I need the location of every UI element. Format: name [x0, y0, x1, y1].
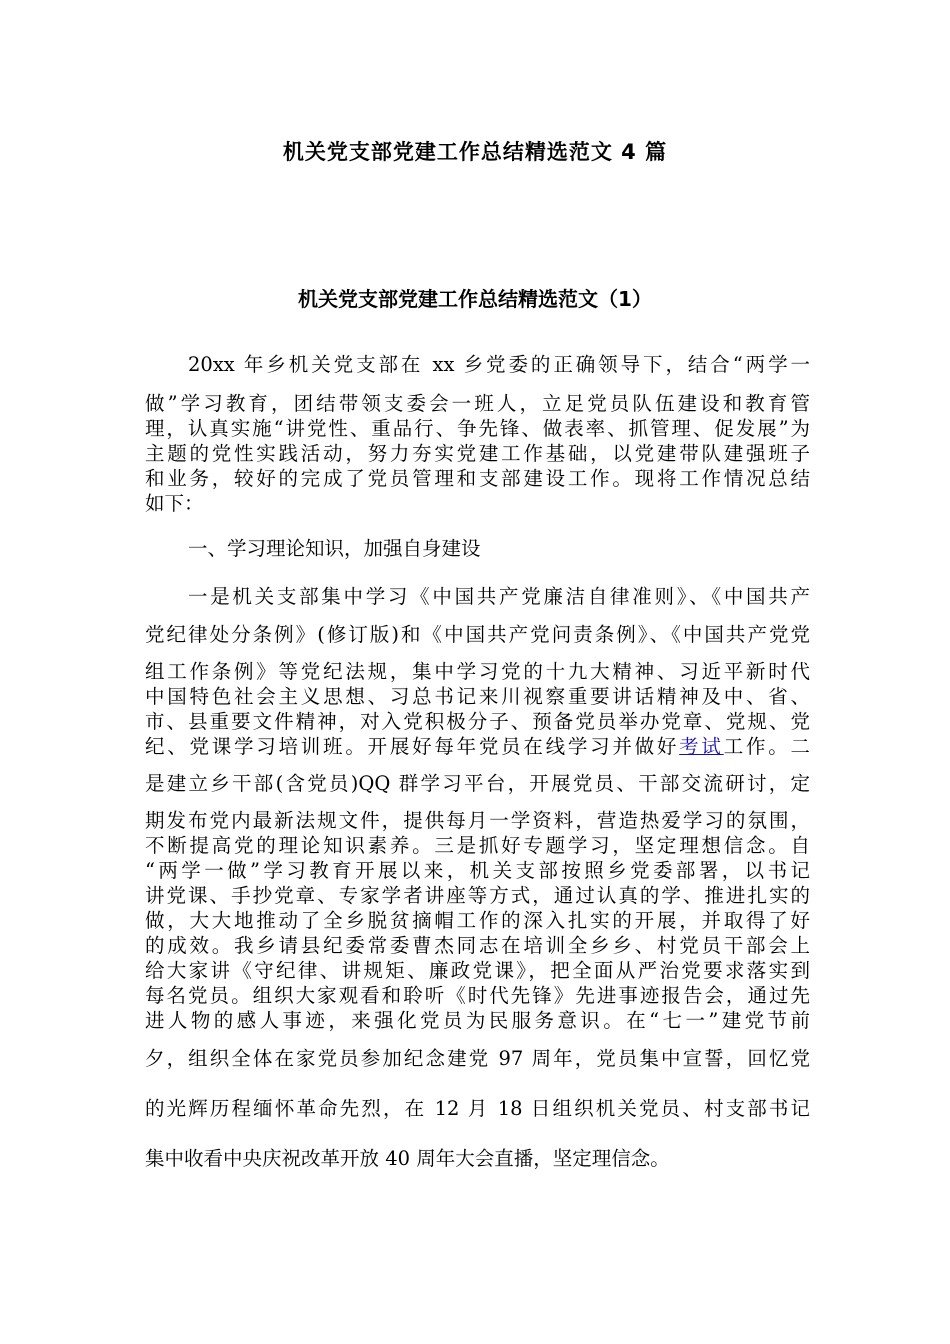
- text-line: 组工作条例》等党纪法规，集中学习党的十九大精神、习近平新时代: [145, 660, 810, 683]
- text-line: 中国特色社会主义思想、习总书记来川视察重要讲话精神及中、省、: [145, 685, 810, 708]
- section-title: 机关党支部党建工作总结精选范文（1）: [298, 287, 652, 311]
- text-segment: 纪、党课学习培训班。开展好每年党员在线学习并做好: [145, 735, 680, 758]
- text-line: 是建立乡干部(含党员)QQ 群学习平台，开展党员、干部交流研讨，定: [145, 772, 810, 795]
- heading-study-theory: 一、学习理论知识，加强自身建设: [188, 537, 481, 560]
- text-line: 做，大大地推动了全乡脱贫摘帽工作的深入扎实的开展，并取得了好: [145, 909, 810, 932]
- text-line: 进人物的感人事迹，来强化党员为民服务意识。在“七一”建党节前: [145, 1009, 810, 1032]
- text-line: 如下：: [145, 492, 204, 515]
- text-line: 每名党员。组织大家观看和聆听《时代先锋》先进事迹报告会，通过先: [145, 984, 810, 1007]
- text-line: 理，认真实施“讲党性、重品行、争先锋、做表率、抓管理、促发展”为: [145, 417, 810, 440]
- text-segment: 工作。二: [723, 735, 810, 758]
- text-line: 期发布党内最新法规文件，提供每月一学资料，营造热爱学习的氛围，: [145, 809, 810, 832]
- text-line: 不断提高党的理论知识素养。三是抓好专题学习，坚定理想信念。自: [145, 834, 810, 857]
- text-line: 给大家讲《守纪律、讲规矩、廉政党课》，把全面从严治党要求落实到: [145, 959, 810, 982]
- text-line: 和业务，较好的完成了党员管理和支部建设工作。现将工作情况总结: [145, 467, 810, 490]
- text-line: 夕，组织全体在家党员参加纪念建党 97 周年，党员集中宣誓，回忆党: [145, 1047, 810, 1070]
- text-line: 一是机关支部集中学习《中国共产党廉洁自律准则》、《中国共产: [188, 585, 810, 608]
- text-line: 的光辉历程缅怀革命先烈，在 12 月 18 日组织机关党员、村支部书记: [145, 1097, 810, 1120]
- text-line: 党纪律处分条例》(修订版)和《中国共产党问责条例》、《中国共产党党: [145, 623, 810, 646]
- text-line: 集中收看中央庆祝改革开放 40 周年大会直播，坚定理信念。: [145, 1147, 670, 1170]
- text-line: 主题的党性实践活动，努力夯实党建工作基础，以党建带队建强班子: [145, 442, 810, 465]
- text-line: “两学一做”学习教育开展以来，机关支部按照乡党委部署，以书记: [145, 859, 810, 882]
- exam-link[interactable]: 考试: [679, 735, 724, 758]
- text-line: 市、县重要文件精神，对入党积极分子、预备党员举办党章、党规、党: [145, 710, 810, 733]
- text-line-with-link: [145, 735, 810, 759]
- text-line: 的成效。我乡请县纪委常委曹杰同志在培训全乡乡、村党员干部会上: [145, 934, 810, 957]
- text-line: 讲党课、手抄党章、专家学者讲座等方式，通过认真的学、推进扎实的: [145, 884, 810, 907]
- text-line: 做”学习教育，团结带领支委会一班人，立足党员队伍建设和教育管: [145, 392, 810, 415]
- document-title: 机关党支部党建工作总结精选范文 4 篇: [282, 140, 668, 164]
- text-line: 20xx 年乡机关党支部在 xx 乡党委的正确领导下，结合“两学一: [188, 353, 810, 376]
